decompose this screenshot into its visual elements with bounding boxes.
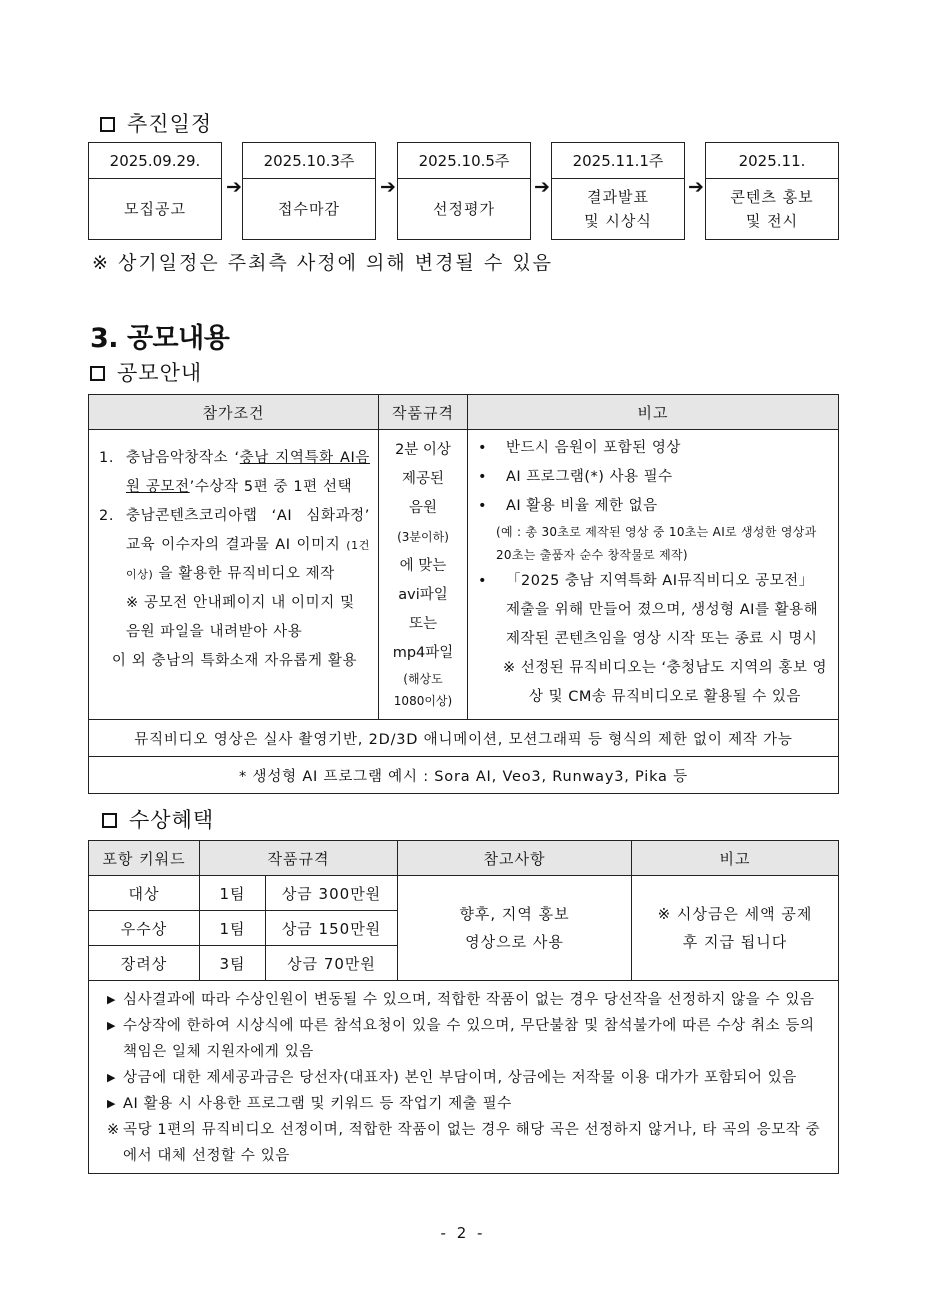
remark-item [478, 463, 832, 492]
ai-program-example-row: * 생성형 AI 프로그램 예시 : Sora AI, Veo3, Runway3, Pika 등 [89, 757, 839, 794]
condition-item-2 [99, 502, 370, 589]
spec-line: 에 맞는 [399, 558, 447, 574]
note-text: 상금에 대한 제세공과금은 당선자(대표자) 본인 부담이며, 상금에는 저작물 이용 대가가 포함되어 있음 [123, 1070, 797, 1086]
condition-text: ’수상작 5편 중 1편 선택 [189, 479, 353, 495]
remark-text: AI 프로그램(*) 사용 필수 [506, 469, 673, 485]
spec-line: (3분이하) [397, 530, 449, 544]
header-remarks: 비고 [468, 395, 839, 430]
remark-text: AI 활용 비율 제한 없음 [506, 498, 658, 514]
schedule-step-1 [88, 142, 222, 240]
bullet-icon: • [478, 440, 488, 456]
condition-item-1 [99, 444, 370, 502]
bullet-icon: • [478, 573, 488, 589]
award-name: 대상 [89, 876, 200, 911]
schedule-label: 콘텐츠 홍보 및 전시 [730, 188, 814, 230]
schedule-date: 2025.11. [706, 143, 838, 179]
header-spec: 작품규격 [200, 841, 398, 876]
award-name: 장려상 [89, 946, 200, 981]
square-bullet-icon [100, 117, 115, 132]
award-note [107, 1065, 830, 1091]
bullet-icon: • [478, 498, 488, 514]
page-number: - 2 - [440, 1224, 486, 1242]
condition-text: 충남콘텐츠코리아랩 ‘AI 심화과정’ 교육 이수자의 결과물 AI 이미지 [126, 508, 370, 553]
schedule-date: 2025.11.1주 [552, 143, 684, 179]
award-note [107, 1117, 830, 1169]
award-notes-cell [89, 981, 839, 1174]
note-text: 심사결과에 따라 수상인원이 변동될 수 있으며, 적합한 작품이 없는 경우 당선작을 선정하지 않을 수 있음 [123, 992, 815, 1008]
triangle-bullet-icon: ▶ [107, 1019, 117, 1032]
remark-note: ※ 선정된 뮤직비디오는 ‘충청남도 지역의 홍보 영상 및 CM송 뮤직비디오로 활용될 수 있음 [502, 660, 828, 705]
remarks-cell [468, 430, 839, 720]
arrow-right-icon: ➔ [534, 176, 550, 198]
header-reference: 참고사항 [398, 841, 632, 876]
conditions-cell [89, 430, 379, 720]
spec-line: 1080이상) [393, 694, 453, 708]
spec-cell [379, 430, 468, 720]
guide-table [88, 394, 839, 794]
arrow-right-icon: ➔ [380, 176, 396, 198]
condition-note: ※ 공모전 안내페이지 내 이미지 및 음원 파일을 내려받아 사용 [126, 595, 355, 640]
triangle-bullet-icon: ▶ [107, 1097, 117, 1110]
schedule-label: 접수마감 [278, 200, 340, 218]
schedule-step-4 [551, 142, 685, 240]
spec-line: 제공된 [401, 471, 445, 487]
condition-extra: 이 외 충남의 특화소재 자유롭게 활용 [111, 653, 358, 669]
schedule-date: 2025.10.3주 [243, 143, 375, 179]
award-teams: 1팀 [200, 876, 266, 911]
square-bullet-icon [90, 366, 105, 381]
schedule-step-2 [242, 142, 376, 240]
item-number: 1. [99, 450, 115, 466]
award-teams: 1팀 [200, 911, 266, 946]
schedule-date: 2025.09.29. [89, 143, 221, 179]
spec-line: 음원 [408, 500, 437, 516]
spec-line: 2분 이상 [395, 442, 451, 458]
spec-line: 또는 [408, 616, 437, 632]
award-remark: ※ 시상금은 세액 공제 후 지급 됩니다 [632, 876, 839, 981]
triangle-bullet-icon: ▶ [107, 1071, 117, 1084]
award-note [107, 987, 830, 1013]
award-reference: 향후, 지역 홍보 영상으로 사용 [398, 876, 632, 981]
item-number: 2. [99, 508, 115, 524]
format-row: 뮤직비디오 영상은 실사 촬영기반, 2D/3D 애니메이션, 모션그래픽 등 형식의 제한 없이 제작 가능 [89, 720, 839, 757]
schedule-label: 결과발표 및 시상식 [584, 188, 652, 230]
remark-item [478, 492, 832, 521]
award-note [107, 1091, 830, 1117]
table-row [89, 876, 839, 911]
reference-mark: ※ [107, 1122, 120, 1138]
award-name: 우수상 [89, 911, 200, 946]
award-heading-text: 수상혜택 [129, 808, 215, 832]
square-bullet-icon [102, 813, 117, 828]
schedule-heading [100, 108, 212, 138]
schedule-step-3 [397, 142, 531, 240]
note-text: 곡당 1편의 뮤직비디오 선정이며, 적합한 작품이 없는 경우 해당 곡은 선정하지 않거나, 타 곡의 응모작 중에서 대체 선정할 수 있음 [123, 1122, 821, 1164]
contest-name-underlined: 충남 지역특화 AI음원 공모전 [126, 450, 371, 495]
guide-heading [90, 357, 202, 387]
award-prize: 상금 150만원 [266, 911, 398, 946]
guide-heading-text: 공모안내 [117, 361, 203, 385]
remark-item [478, 567, 832, 654]
arrow-right-icon: ➔ [688, 176, 704, 198]
header-spec: 작품규격 [379, 395, 468, 430]
award-note [107, 1013, 830, 1065]
schedule-step-5 [705, 142, 839, 240]
note-text: AI 활용 시 사용한 프로그램 및 키워드 등 작업기 제출 필수 [123, 1096, 512, 1112]
condition-text: 충남음악창작소 ‘ [126, 450, 240, 466]
spec-line: mp4파일 [392, 645, 454, 661]
remark-text: 반드시 음원이 포함된 영상 [506, 440, 681, 456]
remark-text: 「2025 충남 지역특화 AI뮤직비디오 공모전」 제출을 위해 만들어 졌으며, 생성형 AI를 활용해 제작된 콘텐츠임을 영상 시작 또는 종료 시 명시 [506, 573, 819, 647]
arrow-right-icon: ➔ [226, 176, 242, 198]
remark-example: (예 : 총 30초로 제작된 영상 중 10초는 AI로 생성한 영상과 20초는 출품자 순수 창작물로 제작) [496, 525, 817, 562]
award-table [88, 840, 839, 1174]
schedule-heading-text: 추진일정 [127, 112, 213, 136]
section-title: 3. 공모내용 [90, 323, 230, 354]
header-conditions: 참가조건 [89, 395, 379, 430]
schedule-label: 모집공고 [124, 200, 186, 218]
condition-text: 을 활용한 뮤직비디오 제작 [153, 566, 335, 582]
award-prize: 상금 70만원 [266, 946, 398, 981]
header-remark: 비고 [632, 841, 839, 876]
schedule-note: ※ 상기일정은 주최측 사정에 의해 변경될 수 있음 [92, 252, 553, 274]
header-keyword: 포항 키워드 [89, 841, 200, 876]
schedule-date: 2025.10.5주 [398, 143, 530, 179]
award-heading [102, 804, 214, 834]
award-prize: 상금 300만원 [266, 876, 398, 911]
spec-line: (해상도 [403, 672, 443, 686]
schedule-label: 선정평가 [433, 200, 495, 218]
award-teams: 3팀 [200, 946, 266, 981]
remark-item [478, 434, 832, 463]
condition-small-text: (1건 이상) [126, 539, 370, 581]
spec-line: avi파일 [398, 587, 448, 603]
note-text: 수상작에 한하여 시상식에 따른 참석요청이 있을 수 있으며, 무단불참 및 참석불가에 따른 수상 취소 등의 책임은 일체 지원자에게 있음 [123, 1018, 815, 1060]
triangle-bullet-icon: ▶ [107, 993, 117, 1006]
bullet-icon: • [478, 469, 488, 485]
